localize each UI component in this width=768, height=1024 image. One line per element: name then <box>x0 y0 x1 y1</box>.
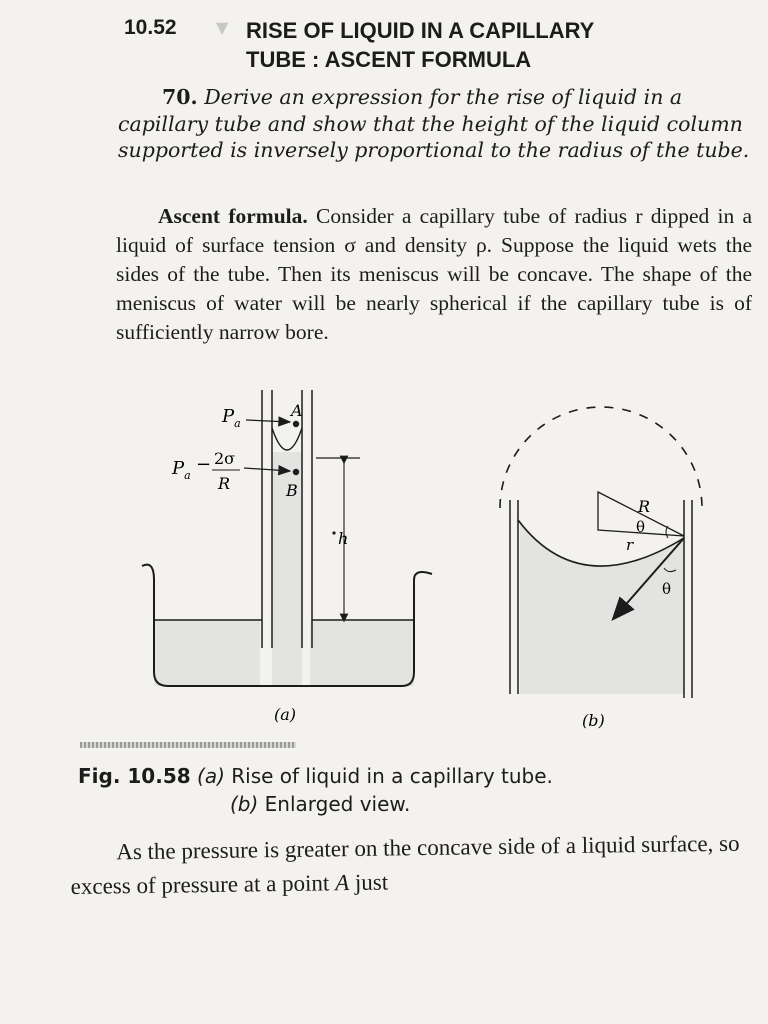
caption-line2 <box>78 790 718 818</box>
label-small-r: r <box>626 536 634 554</box>
label-subfig-a: (a) <box>274 705 297 724</box>
point-a-dot <box>293 421 299 427</box>
caption-text-b: Enlarged view. <box>264 792 411 816</box>
caption-part-a: (a) <box>197 764 225 788</box>
caption-text-a: Rise of liquid in a capillary tube. <box>231 764 553 788</box>
label-point-a: A <box>291 401 303 420</box>
label-pa-minus: $P_a$ <box>172 458 191 482</box>
capillary-figure <box>0 380 768 740</box>
paragraph2-var: A <box>334 870 350 896</box>
beaker-liquid-right <box>310 620 414 686</box>
question-number: 70. <box>162 85 198 109</box>
pa-arrow <box>246 420 290 422</box>
label-theta-2: θ <box>662 580 672 598</box>
capillary-diagram <box>0 380 768 740</box>
question-block <box>118 84 754 164</box>
diagram-a <box>142 390 432 724</box>
paragraph-text: Consider a capillary tube of radius r dipped in a liquid of surface tension σ and density ρ. Suppose the liquid wets the sides of the tube. Then its meniscus will be concave. The shape of the meniscus of water will be nearly spherical if the capillary tube is of sufficiently narrow bore. <box>116 204 753 344</box>
label-b-big-r: R <box>638 497 651 516</box>
label-big-r: R <box>218 474 231 493</box>
section-title <box>246 16 726 74</box>
label-point-b: B <box>286 481 298 500</box>
label-minus: − <box>196 454 212 475</box>
paragraph2-text1: As the pressure is greater on the concave side of a liquid surface, so excess of pressure at a point <box>70 830 740 899</box>
caption-fig-label: Fig. 10.58 <box>78 764 191 788</box>
beaker-liquid-left <box>154 620 260 686</box>
section-marker-icon: ▼ <box>216 18 229 37</box>
figure-caption <box>78 762 718 818</box>
paragraph2-text2: just <box>348 869 389 896</box>
paragraph-lead: Ascent formula. <box>158 204 308 228</box>
label-two-sigma: 2σ <box>214 449 236 468</box>
ascent-formula-paragraph <box>116 202 752 347</box>
diagram-b <box>500 407 702 730</box>
section-title-line2: TUBE : ASCENT FORMULA <box>246 47 532 72</box>
pressure-paragraph <box>70 827 741 904</box>
caption-rule <box>80 742 296 748</box>
label-theta-1: θ <box>636 518 646 536</box>
label-pa: $P_a$ <box>222 406 241 430</box>
section-number: 10.52 <box>124 16 177 39</box>
point-b-dot <box>293 469 299 475</box>
label-subfig-b: (b) <box>582 711 605 730</box>
caption-part-b: (b) <box>230 792 259 816</box>
question-text: Derive an expression for the rise of liquid in a capillary tube and show that the height of the liquid column supported is inversely proportional to the radius of the tube. <box>118 85 750 162</box>
label-h: h <box>338 529 349 548</box>
section-title-line1: RISE OF LIQUID IN A CAPILLARY <box>246 18 595 43</box>
